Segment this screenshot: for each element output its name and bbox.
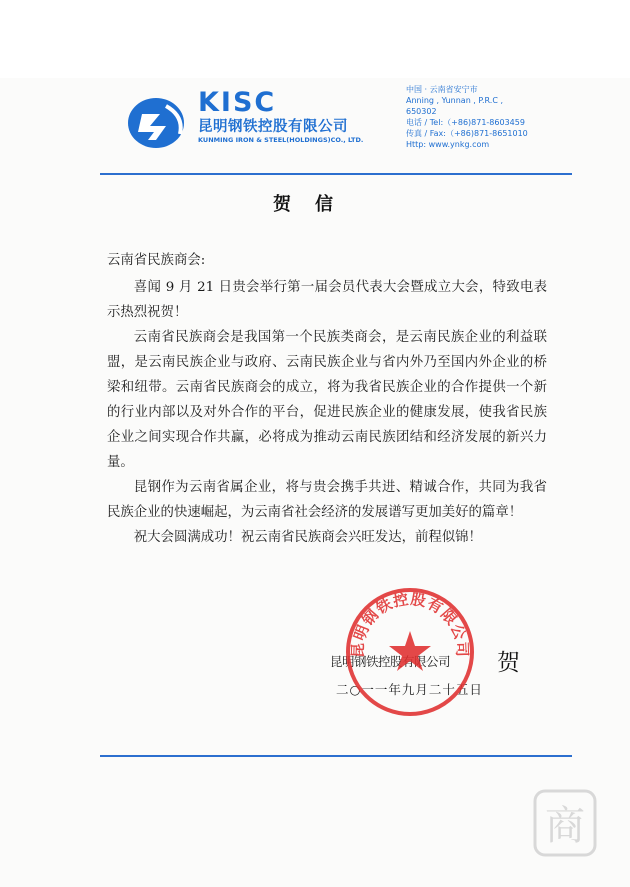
signature-organization: 昆明钢铁控股有限公司 <box>330 654 451 669</box>
kisc-logo-icon <box>126 92 192 152</box>
shang-watermark-icon <box>531 787 599 859</box>
watermark-char: 商 <box>545 803 585 849</box>
footer-divider <box>100 755 572 757</box>
salutation: 云南省民族商会: <box>107 253 206 268</box>
contact-line: Anning , Yunnan , P.R.C , <box>406 96 504 105</box>
star-seal-icon <box>343 585 477 719</box>
body-paragraph: 喜闻 9 月 21 日贵会举行第一届会员代表大会暨成立大会，特致电表示热烈祝贺！ <box>107 280 547 320</box>
brand-latin: KISC <box>198 87 277 118</box>
signature-date: 二○一一年九月二十五日 <box>336 682 483 697</box>
contact-line: 传真 / Fax:（+86)871-8651010 <box>406 129 528 138</box>
body-paragraph: 昆钢作为云南省属企业，将与贵会携手共进、精诚合作，共同为我省民族企业的快速崛起，为云南省社会经济的发展谱写更加美好的篇章！ <box>107 480 547 520</box>
top-margin <box>0 0 630 78</box>
brand-english-name: KUNMING IRON & STEEL(HOLDINGS)CO., LTD. <box>198 136 364 144</box>
signature-congratulation: 贺 <box>497 650 520 676</box>
document-title: 贺信 <box>273 194 357 215</box>
contact-line: 电话 / Tel:（+86)871-8603459 <box>406 118 525 127</box>
contact-block <box>406 84 556 150</box>
body-paragraph: 云南省民族商会是我国第一个民族类商会，是云南民族企业的利益联盟，是云南民族企业与政府、云南民族企业与省内外乃至国内外企业的桥梁和纽带。云南省民族商会的成立，将为我省民族企业的合作提供一个新的行业内部以及对外合作的平台，促进民族企业的健康发展，使我省民族企业之间实现合作共赢，必将成为推动云南民族团结和经济发展的新兴力量。 <box>107 330 547 470</box>
brand-chinese-name: 昆明钢铁控股有限公司 <box>198 119 348 135</box>
seal-text: 昆明钢铁控股有限公司 <box>348 589 472 659</box>
contact-line: 中国 · 云南省安宁市 <box>406 85 478 94</box>
contact-line: 650302 <box>406 107 437 116</box>
letterhead-divider <box>100 173 572 175</box>
contact-line: Http: www.ynkg.com <box>406 140 490 149</box>
body-paragraph: 祝大会圆满成功！祝云南省民族商会兴旺发达，前程似锦！ <box>133 530 482 545</box>
letter-body <box>107 248 547 550</box>
